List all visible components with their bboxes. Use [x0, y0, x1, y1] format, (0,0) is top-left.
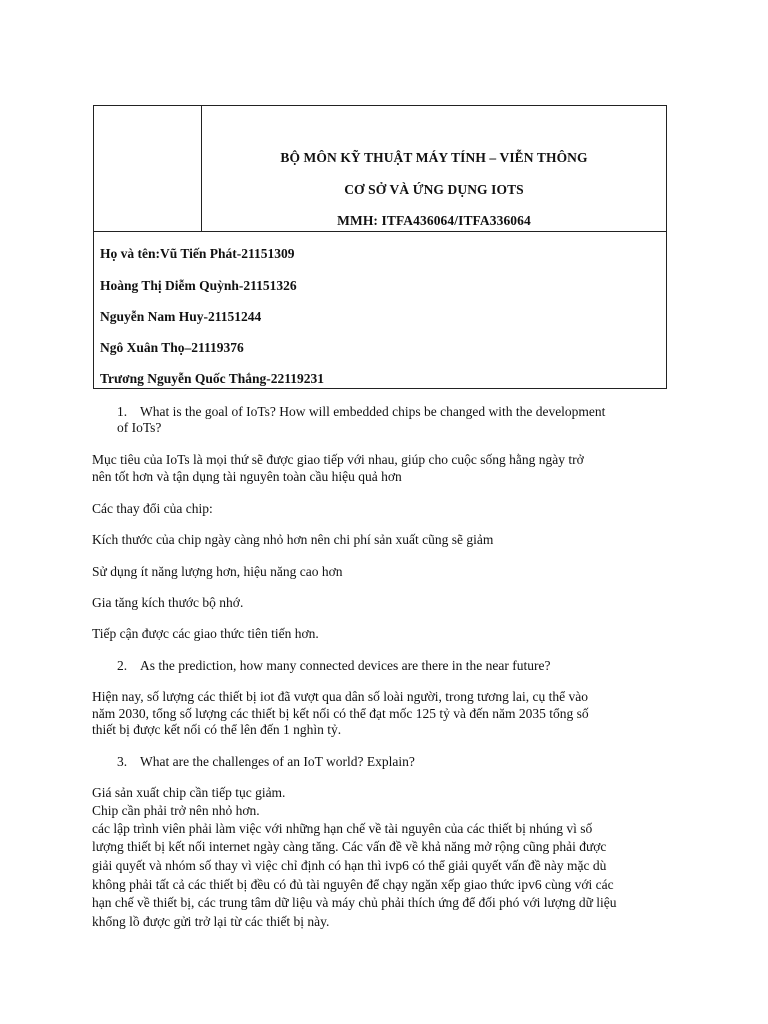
question-text: What are the challenges of an IoT world? Explain? [140, 754, 415, 769]
answer-1-goal: Mục tiêu của IoTs là mọi thứ sẽ được giao tiếp với nhau, giúp cho cuộc sống hằng ngày trở [92, 452, 584, 467]
member-name: Hoàng Thị Diễm Quỳnh-21151326 [100, 278, 297, 293]
members-cell [94, 232, 666, 388]
question-text: What is the goal of IoTs? How will embedded chips be changed with the development [140, 404, 606, 419]
course-title: CƠ SỞ VÀ ỨNG DỤNG IOTS [344, 182, 524, 197]
question-number: 1. [117, 404, 128, 419]
answer-3-text: các lập trình viên phải làm việc với những hạn chế về tài nguyên của các thiết bị nhúng vì số [92, 821, 593, 836]
answer-1-changes-heading: Các thay đổi của chip: [92, 501, 213, 516]
answer-1-change: Tiếp cận được các giao thức tiên tiến hơn. [92, 626, 319, 641]
answer-2-text: thiết bị được kết nối có thể lên đến 1 nghìn tỷ. [92, 722, 342, 737]
header-table [93, 105, 667, 389]
department-title: BỘ MÔN KỸ THUẬT MÁY TÍNH – VIỄN THÔNG [280, 150, 588, 165]
answer-3-text: Giá sản xuất chip cần tiếp tục giảm. [92, 785, 286, 800]
question-number: 2. [117, 658, 128, 673]
answer-3-text: giải quyết và nhóm số thay vì việc chỉ định có hạn thì ivp6 có thể giải quyết vấn đề này mặc dù [92, 858, 607, 873]
answer-3-text: không phải tất cả các thiết bị đều có đủ tài nguyên để chạy ngăn xếp giao thức ipv6 cùng với các [92, 877, 614, 892]
member-name: Họ và tên:Vũ Tiến Phát-21151309 [100, 246, 295, 261]
title-cell [202, 106, 666, 231]
answer-1-goal-continued: nên tốt hơn và tận dụng tài nguyên toàn cầu hiệu quả hơn [92, 469, 402, 484]
member-name: Trương Nguyễn Quốc Thắng-22119231 [100, 371, 324, 386]
answer-2-text: Hiện nay, số lượng các thiết bị iot đã vượt qua dân số loài người, trong tương lai, cụ thể vào [92, 689, 588, 704]
answer-1-change: Kích thước của chip ngày càng nhỏ hơn nên chi phí sản xuất cũng sẽ giảm [92, 532, 494, 547]
member-name: Ngô Xuân Thọ–21119376 [100, 340, 244, 355]
member-name: Nguyễn Nam Huy-21151244 [100, 309, 262, 324]
answer-3-text: lượng thiết bị kết nối internet ngày càng tăng. Các vấn đề về khả năng mở rộng cũng phải được [92, 839, 607, 854]
answer-2-text: năm 2030, tổng số lượng các thiết bị kết nối có thể đạt mốc 125 tỷ và đến năm 2035 tổng số [92, 706, 589, 721]
course-code: MMH: ITFA436064/ITFA336064 [337, 213, 531, 228]
question-1-continued: of IoTs? [117, 420, 162, 435]
answer-3-text: hạn chế về thiết bị, các trung tâm dữ liệu và máy chủ phải thích ứng để đối phó với lượng dữ liệu [92, 895, 617, 910]
answer-3-text: Chip cần phải trở nên nhỏ hơn. [92, 803, 260, 818]
question-number: 3. [117, 754, 128, 769]
header-top-row [94, 106, 666, 232]
logo-cell [94, 106, 202, 231]
answer-1-change: Sử dụng ít năng lượng hơn, hiệu năng cao hơn [92, 564, 343, 579]
question-text: As the prediction, how many connected devices are there in the near future? [140, 658, 551, 673]
answer-3-text: khổng lồ được gửi trở lại từ các thiết bị này. [92, 914, 330, 929]
answer-1-change: Gia tăng kích thước bộ nhớ. [92, 595, 244, 610]
